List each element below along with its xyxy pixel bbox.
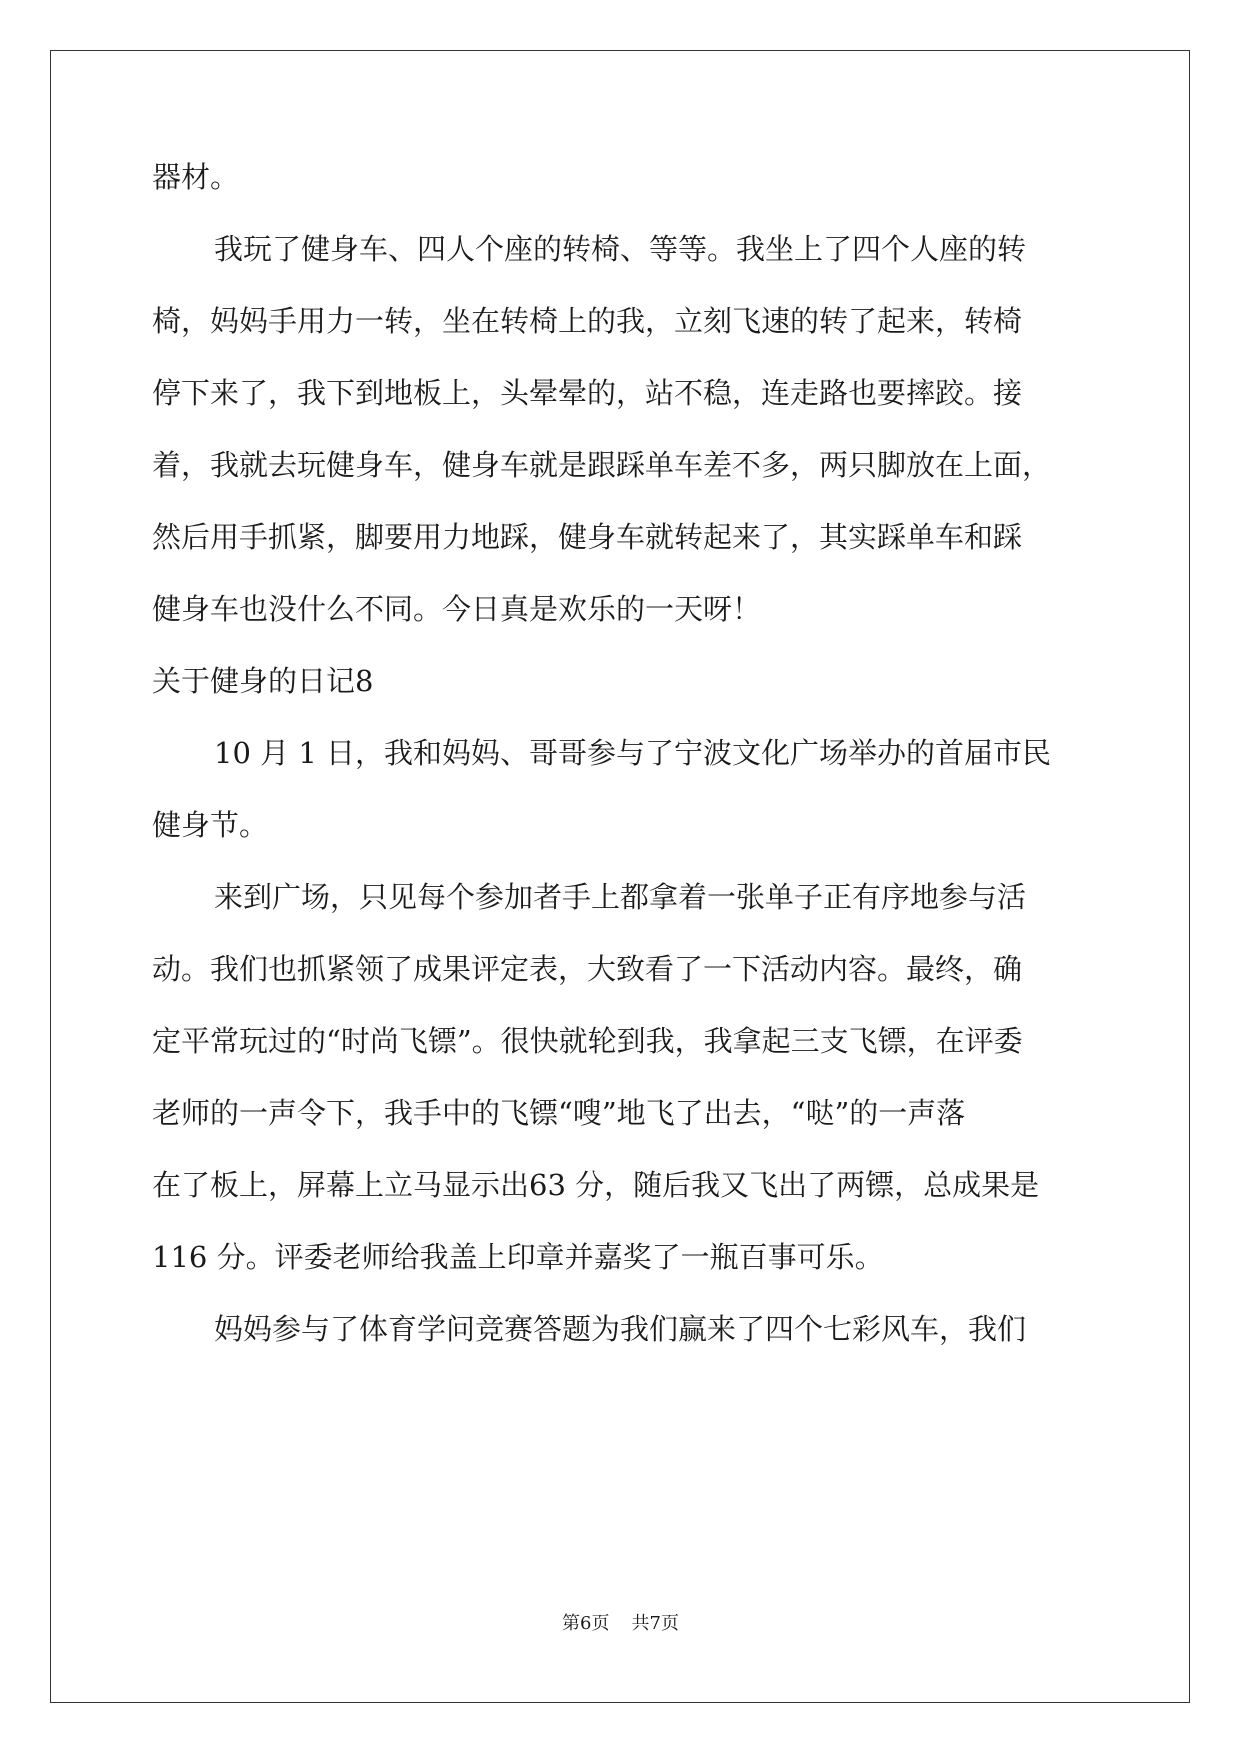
paragraph-line: 10 月 1 日，我和妈妈、哥哥参与了宁波文化广场举办的首届市民: [214, 736, 1052, 770]
section-heading: 关于健身的日记8: [152, 664, 374, 698]
text-line: 在了板上，屏幕上立马显示出63 分，随后我又飞出了两镖，总成果是: [152, 1168, 1040, 1202]
text-line: 然后用手抓紧，脚要用力地踩，健身车就转起来了，其实踩单车和踩: [152, 520, 1023, 554]
total-pages: 共7页: [631, 1613, 679, 1634]
text-line: 健身车也没什么不同。今日真是欢乐的一天呀！: [152, 592, 762, 626]
text-line: 椅，妈妈手用力一转，坐在转椅上的我，立刻飞速的转了起来，转椅: [152, 304, 1023, 338]
text-line: 停下来了，我下到地板上，头晕晕的，站不稳，连走路也要摔跤。接: [152, 376, 1023, 410]
paragraph-line: 妈妈参与了体育学问竞赛答题为我们赢来了四个七彩风车，我们: [214, 1312, 1027, 1346]
paragraph-line: 来到广场，只见每个参加者手上都拿着一张单子正有序地参与活: [214, 880, 1027, 914]
text-line: 着，我就去玩健身车，健身车就是跟踩单车差不多，两只脚放在上面，: [152, 448, 1052, 482]
text-line: 器材。: [152, 160, 240, 194]
page-footer: [0, 1612, 1241, 1636]
current-page-number: 第6页: [562, 1613, 610, 1634]
text-line: 老师的一声令下，我手中的飞镖“嗖”地飞了出去，“哒”的一声落: [152, 1096, 966, 1130]
text-line: 健身节。: [152, 808, 269, 842]
page-border: [50, 50, 1190, 1703]
text-line: 116 分。评委老师给我盖上印章并嘉奖了一瓶百事可乐。: [152, 1240, 884, 1274]
text-line: 定平常玩过的“时尚飞镖”。很快就轮到我，我拿起三支飞镖，在评委: [152, 1024, 1023, 1058]
text-line: 动。我们也抓紧领了成果评定表，大致看了一下活动内容。最终，确: [152, 952, 1023, 986]
paragraph-line: 我玩了健身车、四人个座的转椅、等等。我坐上了四个人座的转: [214, 232, 1027, 266]
